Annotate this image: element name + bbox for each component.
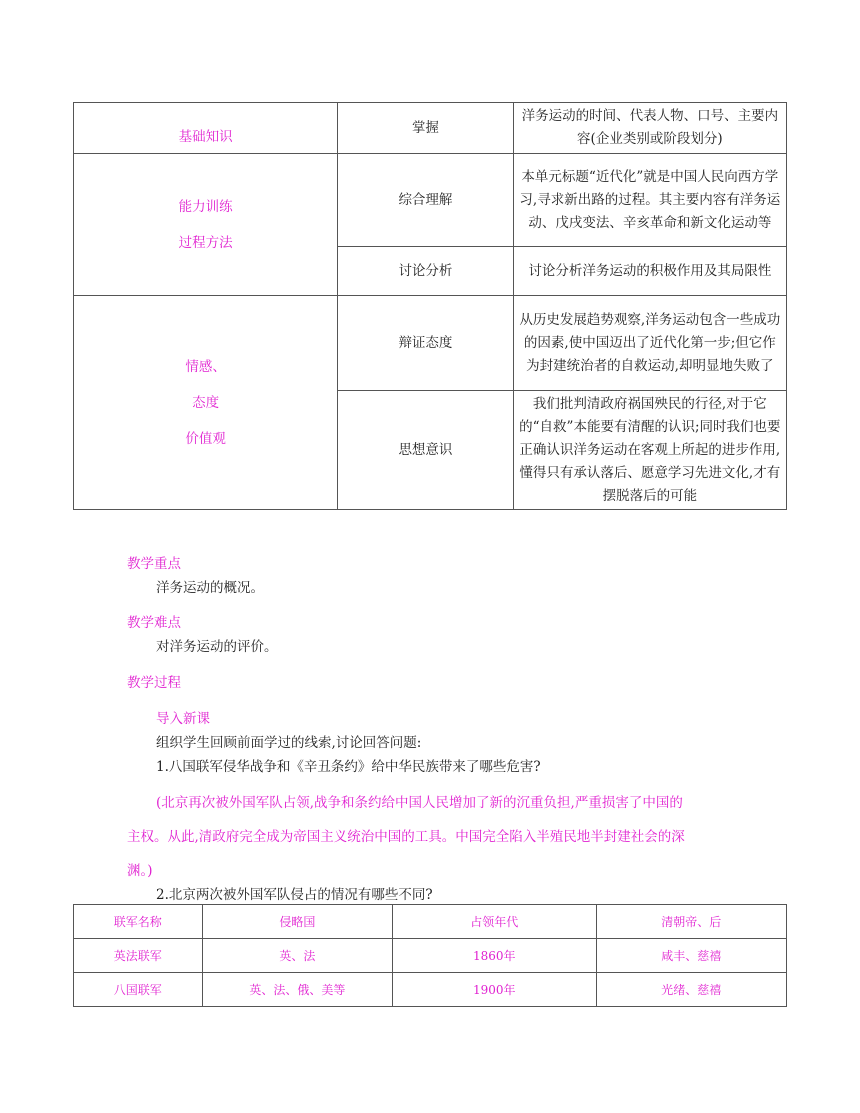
table-row [74,939,787,973]
table-cell: 英、法 [202,939,392,973]
table-cell: 1860年 [393,939,596,973]
comparison-table [73,904,787,1007]
intro-text: 组织学生回顾前面学过的线索,讨论回答问题: [156,735,422,751]
table-cell: 英法联军 [74,939,203,973]
table-row [74,296,787,391]
category-emotion [74,296,338,510]
sub-master: 掌握 [338,103,513,154]
key-point-text: 洋务运动的概况。 [156,580,264,596]
category-line: 能力训练 [178,198,233,215]
difficulty-text: 对洋务运动的评价。 [156,639,278,655]
objectives-table [73,102,787,510]
question-2: 2.北京两次被外国军队侵占的情况有哪些不同? [156,887,433,903]
table-row [74,973,787,1007]
intro-heading: 导入新课 [156,711,210,727]
category-line: 态度 [192,394,220,411]
sub-discussion: 讨论分析 [338,247,513,296]
content-ideology: 我们批判清政府祸国殃民的行径,对于它的“自救”本能要有清醒的认识;同时我们也要正确认识洋务运动在客观上所起的进步作用,懂得只有承认落后、愿意学习先进文化,才有摆脱落后的可能 [513,391,786,510]
difficulty-heading: 教学难点 [127,615,181,631]
table-cell: 咸丰、慈禧 [596,939,786,973]
category-line: 过程方法 [178,234,233,251]
process-heading: 教学过程 [127,675,181,691]
table-cell: 八国联军 [74,973,203,1007]
category-ability [74,154,338,296]
table-cell: 1900年 [393,973,596,1007]
category-line: 情感、 [185,358,226,375]
content-master: 洋务运动的时间、代表人物、口号、主要内容(企业类别或阶段划分) [513,103,786,154]
question-1: 1.八国联军侵华战争和《辛丑条约》给中华民族带来了哪些危害? [156,759,541,775]
category-basic-knowledge: 基础知识 [74,103,338,154]
header-cell: 联军名称 [74,905,203,939]
content-comprehensive: 本单元标题“近代化”就是中国人民向西方学习,寻求新出路的过程。其主要内容有洋务运动、戊戌变法、辛亥革命和新文化运动等 [513,154,786,247]
header-cell: 清朝帝、后 [596,905,786,939]
sub-comprehensive: 综合理解 [338,154,513,247]
answer-1-line: 主权。从此,清政府完全成为帝国主义统治中国的工具。中国完全陷入半殖民地半封建社会的深 [127,829,685,845]
sub-ideology: 思想意识 [338,391,513,510]
table-header-row [74,905,787,939]
answer-1-line: (北京再次被外国军队占领,战争和条约给中国人民增加了新的沉重负担,严重损害了中国的 [156,795,683,811]
header-cell: 侵略国 [202,905,392,939]
table-cell: 光绪、慈禧 [596,973,786,1007]
sub-dialectical: 辩证态度 [338,296,513,391]
key-point-heading: 教学重点 [127,556,181,572]
content-discussion: 讨论分析洋务运动的积极作用及其局限性 [513,247,786,296]
table-cell: 英、法、俄、美等 [202,973,392,1007]
table-row [74,103,787,154]
content-dialectical: 从历史发展趋势观察,洋务运动包含一些成功的因素,使中国迈出了近代化第一步;但它作为封建统治者的自救运动,却明显地失败了 [513,296,786,391]
answer-1-line: 渊。) [127,863,153,879]
header-cell: 占领年代 [393,905,596,939]
category-line: 价值观 [185,430,226,447]
table-row [74,154,787,247]
